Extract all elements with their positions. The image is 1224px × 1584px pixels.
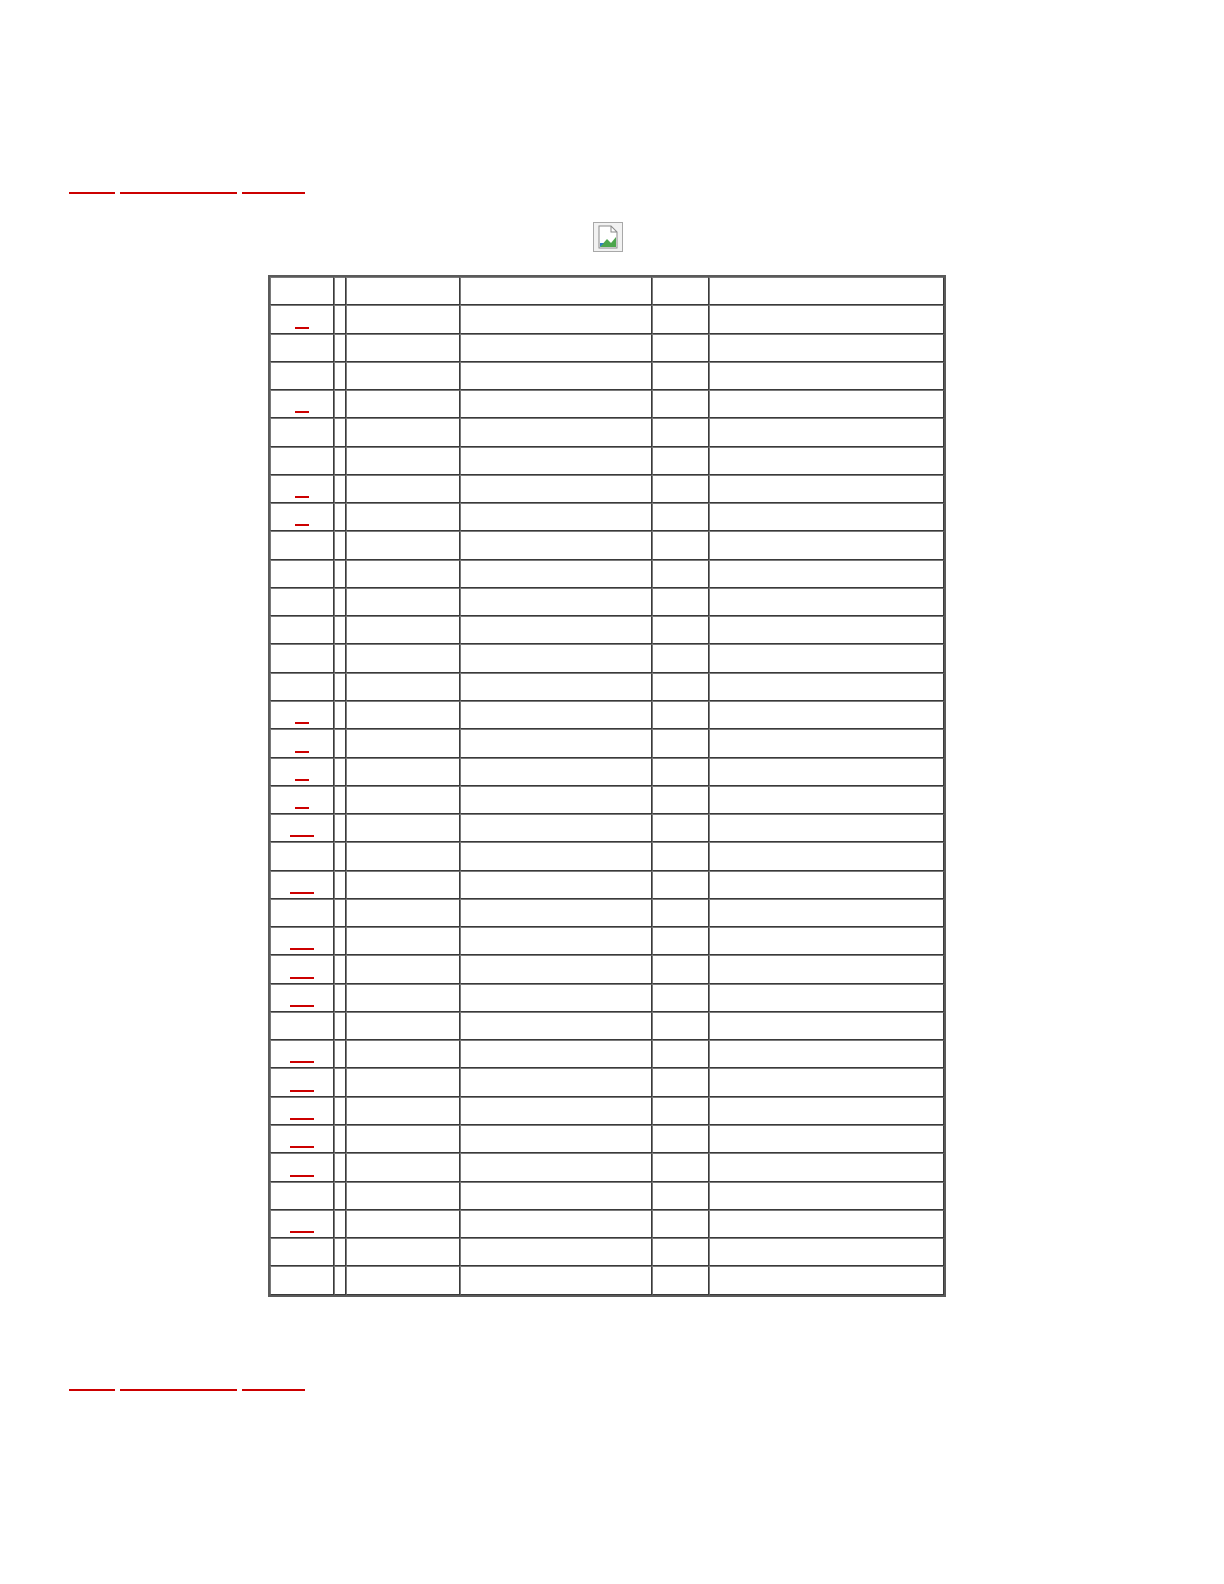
table-cell: [346, 644, 460, 672]
table-cell: [346, 1238, 460, 1266]
table-cell: [270, 758, 334, 786]
table-cell: [460, 1210, 652, 1238]
table-cell: [460, 729, 652, 757]
table-cell: [270, 984, 334, 1012]
table-cell: [709, 1012, 944, 1040]
table-cell: [346, 390, 460, 418]
table-cell: [346, 871, 460, 899]
table-cell: [270, 475, 334, 503]
table-cell: [270, 1040, 334, 1068]
table-row: [270, 1040, 944, 1068]
table-cell: [270, 1068, 334, 1096]
table-row: [270, 616, 944, 644]
row-link[interactable]: [295, 411, 309, 413]
table-row: [270, 531, 944, 559]
table-cell: [460, 899, 652, 927]
table-cell: [346, 1040, 460, 1068]
row-link[interactable]: [290, 948, 314, 950]
table-cell: [334, 984, 346, 1012]
table-row: [270, 814, 944, 842]
table-row: [270, 418, 944, 446]
data-table: [268, 275, 946, 1297]
table-cell: [346, 588, 460, 616]
row-link[interactable]: [290, 892, 314, 894]
table-cell: [346, 758, 460, 786]
table-cell: [334, 418, 346, 446]
table-row: [270, 1153, 944, 1181]
table-cell: [270, 786, 334, 814]
table-cell: [270, 1210, 334, 1238]
table-row: [270, 1238, 944, 1266]
table-cell: [334, 1125, 346, 1153]
table-cell: [270, 531, 334, 559]
table-cell: [460, 1068, 652, 1096]
table-cell: [652, 758, 709, 786]
row-link[interactable]: [290, 1146, 314, 1148]
table-cell: [652, 729, 709, 757]
table-cell: [334, 927, 346, 955]
table-cell: [334, 814, 346, 842]
table-cell: [460, 334, 652, 362]
table-cell: [709, 588, 944, 616]
nav-link-contents[interactable]: [120, 192, 237, 194]
table-cell: [460, 984, 652, 1012]
table-cell: [709, 984, 944, 1012]
table-cell: [346, 814, 460, 842]
table-cell: [334, 362, 346, 390]
table-cell: [346, 475, 460, 503]
table-cell: [346, 673, 460, 701]
table-cell: [270, 1153, 334, 1181]
table-cell: [460, 701, 652, 729]
table-cell: [652, 277, 709, 305]
table-cell: [709, 701, 944, 729]
table-cell: [709, 418, 944, 446]
table-row: [270, 277, 944, 305]
table-cell: [270, 673, 334, 701]
table-cell: [709, 1182, 944, 1210]
table-row: [270, 786, 944, 814]
table-cell: [709, 644, 944, 672]
table-cell: [460, 616, 652, 644]
table-cell: [270, 927, 334, 955]
table-cell: [460, 531, 652, 559]
table-cell: [709, 871, 944, 899]
row-link[interactable]: [290, 835, 314, 837]
row-link[interactable]: [295, 722, 309, 724]
nav-link-next[interactable]: [242, 1389, 305, 1391]
table-cell: [652, 1097, 709, 1125]
table-row: [270, 1097, 944, 1125]
table-cell: [652, 1153, 709, 1181]
table-cell: [652, 955, 709, 983]
table-cell: [270, 1012, 334, 1040]
table-cell: [709, 899, 944, 927]
table-cell: [709, 1068, 944, 1096]
table-cell: [709, 1097, 944, 1125]
table-cell: [334, 673, 346, 701]
table-cell: [652, 305, 709, 333]
table-cell: [652, 616, 709, 644]
table-row: [270, 475, 944, 503]
table-cell: [334, 1210, 346, 1238]
table-cell: [709, 927, 944, 955]
table-cell: [460, 475, 652, 503]
table-row: [270, 758, 944, 786]
broken-image-icon: [593, 222, 623, 252]
table-cell: [334, 334, 346, 362]
table-cell: [346, 701, 460, 729]
table-cell: [460, 955, 652, 983]
table-cell: [334, 531, 346, 559]
table-row: [270, 673, 944, 701]
table-cell: [709, 758, 944, 786]
table-cell: [709, 531, 944, 559]
table-cell: [334, 560, 346, 588]
table-cell: [346, 1012, 460, 1040]
table-cell: [346, 503, 460, 531]
table-cell: [460, 871, 652, 899]
table-cell: [460, 1182, 652, 1210]
table-cell: [346, 927, 460, 955]
row-link[interactable]: [290, 1118, 314, 1120]
row-link[interactable]: [295, 524, 309, 526]
table-cell: [709, 1125, 944, 1153]
table-cell: [334, 1266, 346, 1295]
table-cell: [460, 786, 652, 814]
table-cell: [346, 305, 460, 333]
table-cell: [270, 814, 334, 842]
table-cell: [652, 701, 709, 729]
table-cell: [652, 814, 709, 842]
table-cell: [346, 418, 460, 446]
top-navigation: [69, 192, 309, 196]
table-cell: [460, 1266, 652, 1295]
table-cell: [652, 475, 709, 503]
table-cell: [346, 616, 460, 644]
table-cell: [346, 1125, 460, 1153]
table-cell: [334, 1040, 346, 1068]
table-cell: [334, 390, 346, 418]
table-cell: [334, 729, 346, 757]
row-link[interactable]: [295, 779, 309, 781]
row-link[interactable]: [295, 807, 309, 809]
table-cell: [270, 729, 334, 757]
table-row: [270, 984, 944, 1012]
table-cell: [460, 447, 652, 475]
table-cell: [334, 842, 346, 870]
table-cell: [334, 503, 346, 531]
table-cell: [652, 1210, 709, 1238]
table-cell: [652, 447, 709, 475]
table-cell: [709, 842, 944, 870]
table-cell: [270, 560, 334, 588]
table-row: [270, 701, 944, 729]
table-cell: [460, 418, 652, 446]
nav-link-prev[interactable]: [69, 1389, 115, 1391]
table-cell: [334, 1238, 346, 1266]
table-cell: [270, 644, 334, 672]
table-cell: [334, 758, 346, 786]
table-cell: [346, 955, 460, 983]
table-cell: [460, 842, 652, 870]
table-cell: [460, 1153, 652, 1181]
table-cell: [270, 701, 334, 729]
table-cell: [709, 814, 944, 842]
table-cell: [652, 334, 709, 362]
table-cell: [270, 616, 334, 644]
table-cell: [270, 1182, 334, 1210]
table-row: [270, 447, 944, 475]
bottom-navigation: [69, 1389, 309, 1393]
table-cell: [270, 277, 334, 305]
table-cell: [652, 1238, 709, 1266]
table-cell: [709, 503, 944, 531]
table-cell: [652, 1125, 709, 1153]
nav-link-next[interactable]: [242, 192, 305, 194]
table-cell: [709, 560, 944, 588]
table-cell: [346, 334, 460, 362]
table-cell: [270, 305, 334, 333]
table-row: [270, 1012, 944, 1040]
row-link[interactable]: [290, 1061, 314, 1063]
table-cell: [346, 560, 460, 588]
table-cell: [652, 984, 709, 1012]
table-cell: [652, 588, 709, 616]
table-cell: [346, 1097, 460, 1125]
table-cell: [346, 531, 460, 559]
table-cell: [270, 390, 334, 418]
table-cell: [652, 1040, 709, 1068]
table-cell: [709, 390, 944, 418]
table-cell: [334, 871, 346, 899]
table-cell: [346, 362, 460, 390]
table-row: [270, 1068, 944, 1096]
table-cell: [270, 1097, 334, 1125]
table-cell: [460, 503, 652, 531]
table-cell: [709, 334, 944, 362]
table-cell: [270, 1238, 334, 1266]
table-cell: [460, 673, 652, 701]
table-cell: [652, 927, 709, 955]
table-cell: [460, 927, 652, 955]
table-cell: [460, 1097, 652, 1125]
table-cell: [270, 588, 334, 616]
table-cell: [709, 475, 944, 503]
table-cell: [270, 362, 334, 390]
table-row: [270, 729, 944, 757]
table-cell: [346, 1182, 460, 1210]
broken-image-icon-graphic: [593, 222, 623, 252]
table-cell: [652, 418, 709, 446]
table-cell: [346, 447, 460, 475]
table-cell: [346, 1266, 460, 1295]
table-cell: [346, 786, 460, 814]
table-row: [270, 560, 944, 588]
table-cell: [460, 1040, 652, 1068]
table-cell: [460, 1125, 652, 1153]
table-cell: [709, 1210, 944, 1238]
table-cell: [652, 390, 709, 418]
table-cell: [334, 447, 346, 475]
table-cell: [652, 871, 709, 899]
table-row: [270, 334, 944, 362]
table-row: [270, 927, 944, 955]
table-cell: [709, 1238, 944, 1266]
table-cell: [652, 786, 709, 814]
table-cell: [270, 899, 334, 927]
nav-link-prev[interactable]: [69, 192, 115, 194]
table-cell: [460, 277, 652, 305]
table-cell: [709, 1266, 944, 1295]
table-row: [270, 503, 944, 531]
table-cell: [334, 786, 346, 814]
table-cell: [652, 560, 709, 588]
table-cell: [334, 1182, 346, 1210]
table-cell: [334, 588, 346, 616]
row-link[interactable]: [295, 496, 309, 498]
table-cell: [652, 362, 709, 390]
table-cell: [709, 786, 944, 814]
row-link[interactable]: [290, 977, 314, 979]
table-cell: [346, 899, 460, 927]
table-cell: [334, 305, 346, 333]
table-cell: [460, 1238, 652, 1266]
table-cell: [652, 503, 709, 531]
table-row: [270, 644, 944, 672]
table-cell: [709, 1040, 944, 1068]
table-cell: [270, 334, 334, 362]
table-cell: [652, 1068, 709, 1096]
table-row: [270, 588, 944, 616]
table-cell: [346, 1210, 460, 1238]
table-cell: [709, 673, 944, 701]
table-cell: [709, 729, 944, 757]
table-cell: [709, 616, 944, 644]
table-cell: [709, 305, 944, 333]
row-link[interactable]: [290, 1090, 314, 1092]
table-cell: [460, 305, 652, 333]
table-cell: [346, 277, 460, 305]
nav-link-contents[interactable]: [120, 1389, 237, 1391]
table-cell: [270, 1125, 334, 1153]
table-cell: [460, 588, 652, 616]
table-cell: [652, 1012, 709, 1040]
table-row: [270, 1125, 944, 1153]
table-row: [270, 899, 944, 927]
table-cell: [270, 871, 334, 899]
row-link[interactable]: [290, 1175, 314, 1177]
table-cell: [709, 277, 944, 305]
table-cell: [652, 842, 709, 870]
table-cell: [346, 1068, 460, 1096]
table-cell: [270, 842, 334, 870]
table-cell: [652, 531, 709, 559]
table-cell: [652, 1266, 709, 1295]
row-link[interactable]: [290, 1231, 314, 1233]
table-row: [270, 1210, 944, 1238]
table-cell: [334, 1068, 346, 1096]
table-cell: [709, 1153, 944, 1181]
row-link[interactable]: [290, 1005, 314, 1007]
table-cell: [270, 418, 334, 446]
table-row: [270, 955, 944, 983]
table-cell: [346, 729, 460, 757]
table-cell: [334, 1097, 346, 1125]
table-cell: [346, 984, 460, 1012]
table-cell: [334, 644, 346, 672]
row-link[interactable]: [295, 751, 309, 753]
table-cell: [652, 644, 709, 672]
table-cell: [460, 1012, 652, 1040]
table-cell: [270, 503, 334, 531]
table-cell: [334, 475, 346, 503]
table-row: [270, 842, 944, 870]
table-cell: [346, 1153, 460, 1181]
table-cell: [270, 447, 334, 475]
table-cell: [346, 842, 460, 870]
table-cell: [270, 955, 334, 983]
table-cell: [460, 560, 652, 588]
table-body: [270, 277, 944, 1295]
table-row: [270, 1266, 944, 1295]
table-cell: [334, 955, 346, 983]
table-cell: [709, 955, 944, 983]
table-cell: [334, 277, 346, 305]
table-cell: [334, 1012, 346, 1040]
table-cell: [460, 362, 652, 390]
table-cell: [334, 701, 346, 729]
table-cell: [334, 1153, 346, 1181]
row-link[interactable]: [295, 327, 309, 329]
table-cell: [652, 673, 709, 701]
table-cell: [270, 1266, 334, 1295]
table-cell: [709, 362, 944, 390]
table-cell: [460, 644, 652, 672]
table-cell: [334, 899, 346, 927]
table-row: [270, 390, 944, 418]
table-cell: [334, 616, 346, 644]
table-cell: [652, 1182, 709, 1210]
table-cell: [460, 814, 652, 842]
table-row: [270, 871, 944, 899]
table-cell: [460, 758, 652, 786]
table-row: [270, 362, 944, 390]
table-cell: [709, 447, 944, 475]
table-cell: [460, 390, 652, 418]
table-cell: [652, 899, 709, 927]
table-row: [270, 305, 944, 333]
table-row: [270, 1182, 944, 1210]
